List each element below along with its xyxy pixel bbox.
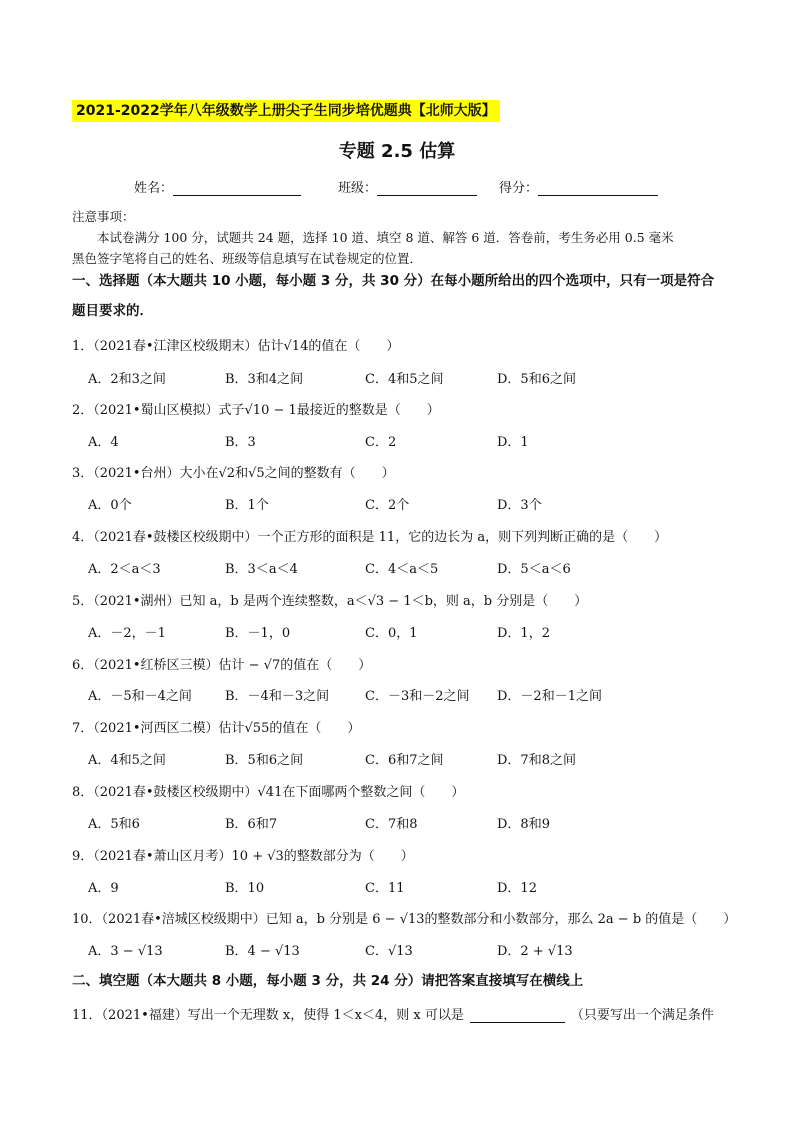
question-2-stem: 2．（2021•蜀山区模拟）式子√10 − 1最接近的整数是（ ）: [72, 403, 440, 418]
question-10-option-d[interactable]: D．2 + √13: [497, 944, 573, 959]
class-label: 班级：: [338, 181, 378, 196]
question-2-option-a[interactable]: A．4: [88, 435, 119, 450]
question-3-option-a[interactable]: A．0个: [88, 498, 132, 513]
question-10-stem: 10．（2021春•涪城区校级期中）已知 a，b 分别是 6 − √13的整数部分和小数部分，那么 2a − b 的值是（ ）: [72, 912, 737, 927]
question-6-option-b[interactable]: B．－4和－3之间: [225, 689, 330, 704]
question-5-option-c[interactable]: C．0，1: [365, 626, 418, 641]
question-8-option-a[interactable]: A．5和6: [88, 817, 140, 832]
question-10-option-c[interactable]: C．√13: [365, 944, 413, 959]
question-9-stem: 9．（2021春•萧山区月考）10 + √3的整数部分为（ ）: [72, 849, 414, 864]
notes-heading: 注意事项：: [72, 209, 135, 224]
question-8-stem: 8．（2021春•鼓楼区校级期中）√41在下面哪两个整数之间（ ）: [72, 785, 465, 800]
section-choice-heading: [72, 266, 732, 326]
question-6-option-c[interactable]: C．－3和－2之间: [365, 689, 470, 704]
question-3-option-c[interactable]: C．2个: [365, 498, 410, 513]
question-8-option-d[interactable]: D．8和9: [497, 817, 550, 832]
question-7-stem: 7．（2021•河西区二模）估计√55的值在（ ）: [72, 721, 361, 736]
question-10-option-b[interactable]: B．4 − √13: [225, 944, 300, 959]
name-line[interactable]: [173, 181, 301, 196]
question-9-option-c[interactable]: C．11: [365, 881, 405, 896]
question-3-stem: 3．（2021•台州）大小在√2和√5之间的整数有（ ）: [72, 466, 395, 481]
notes-line-1: 本试卷满分 100 分，试题共 24 题，选择 10 道、填空 8 道、解答 6 道．答卷前，考生务必用 0.5 毫米: [97, 230, 674, 245]
notes-block: [72, 206, 732, 269]
question-6-stem: 6．（2021•红桥区三模）估计 − √7的值在（ ）: [72, 658, 372, 673]
question-7-option-c[interactable]: C．6和7之间: [365, 753, 444, 768]
page-title: 专题 2.5 估算: [338, 141, 456, 162]
question-5-option-a[interactable]: A．－2，－1: [88, 626, 166, 641]
score-line[interactable]: [538, 181, 658, 196]
question-6-option-a[interactable]: A．－5和－4之间: [88, 689, 192, 704]
name-field: [134, 177, 301, 196]
question-8-option-c[interactable]: C．7和8: [365, 817, 418, 832]
question-9-option-a[interactable]: A．9: [88, 881, 119, 896]
question-1-option-b[interactable]: B．3和4之间: [225, 372, 304, 387]
question-1-option-a[interactable]: A．2和3之间: [88, 372, 166, 387]
question-9-option-d[interactable]: D．12: [497, 881, 537, 896]
question-7-option-b[interactable]: B．5和6之间: [225, 753, 304, 768]
question-1-option-d[interactable]: D．5和6之间: [497, 372, 576, 387]
question-5-option-b[interactable]: B．－1，0: [225, 626, 291, 641]
section-choice-line-2: 题目要求的．: [72, 303, 153, 319]
question-3-option-b[interactable]: B．1个: [225, 498, 269, 513]
section-fill-heading: 二、填空题（本大题共 8 小题，每小题 3 分，共 24 分）请把答案直接填写在横线上: [72, 973, 584, 989]
section-choice-line-1: 一、选择题（本大题共 10 小题，每小题 3 分，共 30 分）在每小题所给出的四个选项中，只有一项是符合: [72, 273, 715, 289]
class-line[interactable]: [377, 181, 477, 196]
notes-line-2: 黑色签字笔将自己的姓名、班级等信息填写在试卷规定的位置．: [72, 251, 423, 266]
class-field: [338, 177, 477, 196]
score-field: [499, 177, 658, 196]
question-11-text-a: 11．（2021•福建）写出一个无理数 x，使得 1＜x＜4，则 x 可以是: [72, 1008, 464, 1023]
question-8-option-b[interactable]: B．6和7: [225, 817, 278, 832]
question-11-answer-blank[interactable]: [470, 1010, 565, 1023]
question-9-option-b[interactable]: B．10: [225, 881, 265, 896]
question-1-option-c[interactable]: C．4和5之间: [365, 372, 444, 387]
question-4-option-d[interactable]: D．5＜a＜6: [497, 562, 571, 577]
question-7-option-a[interactable]: A．4和5之间: [88, 753, 166, 768]
question-4-option-c[interactable]: C．4＜a＜5: [365, 562, 439, 577]
question-5-stem: 5．（2021•湖州）已知 a，b 是两个连续整数，a＜√3 − 1＜b，则 a，b 分别是（ ）: [72, 594, 588, 609]
score-label: 得分：: [499, 181, 539, 196]
name-label: 姓名：: [134, 181, 174, 196]
question-11-text-b: （只要写出一个满足条件: [570, 1008, 714, 1023]
question-3-option-d[interactable]: D．3个: [497, 498, 542, 513]
question-7-option-d[interactable]: D．7和8之间: [497, 753, 576, 768]
question-2-option-c[interactable]: C．2: [365, 435, 397, 450]
question-2-option-b[interactable]: B．3: [225, 435, 256, 450]
question-6-option-d[interactable]: D．－2和－1之间: [497, 689, 602, 704]
question-4-option-a[interactable]: A．2＜a＜3: [88, 562, 161, 577]
question-11-stem: [72, 1004, 742, 1023]
question-2-option-d[interactable]: D．1: [497, 435, 529, 450]
question-4-option-b[interactable]: B．3＜a＜4: [225, 562, 298, 577]
question-4-stem: 4．（2021春•鼓楼区校级期中）一个正方形的面积是 11，它的边长为 a，则下列判断正确的是（ ）: [72, 530, 668, 545]
question-10-option-a[interactable]: A．3 − √13: [88, 944, 163, 959]
series-banner: 2021-2022学年八年级数学上册尖子生同步培优题典【北师大版】: [72, 100, 500, 122]
question-1-stem: 1．（2021春•江津区校级期末）估计√14的值在（ ）: [72, 339, 400, 354]
question-5-option-d[interactable]: D．1，2: [497, 626, 550, 641]
